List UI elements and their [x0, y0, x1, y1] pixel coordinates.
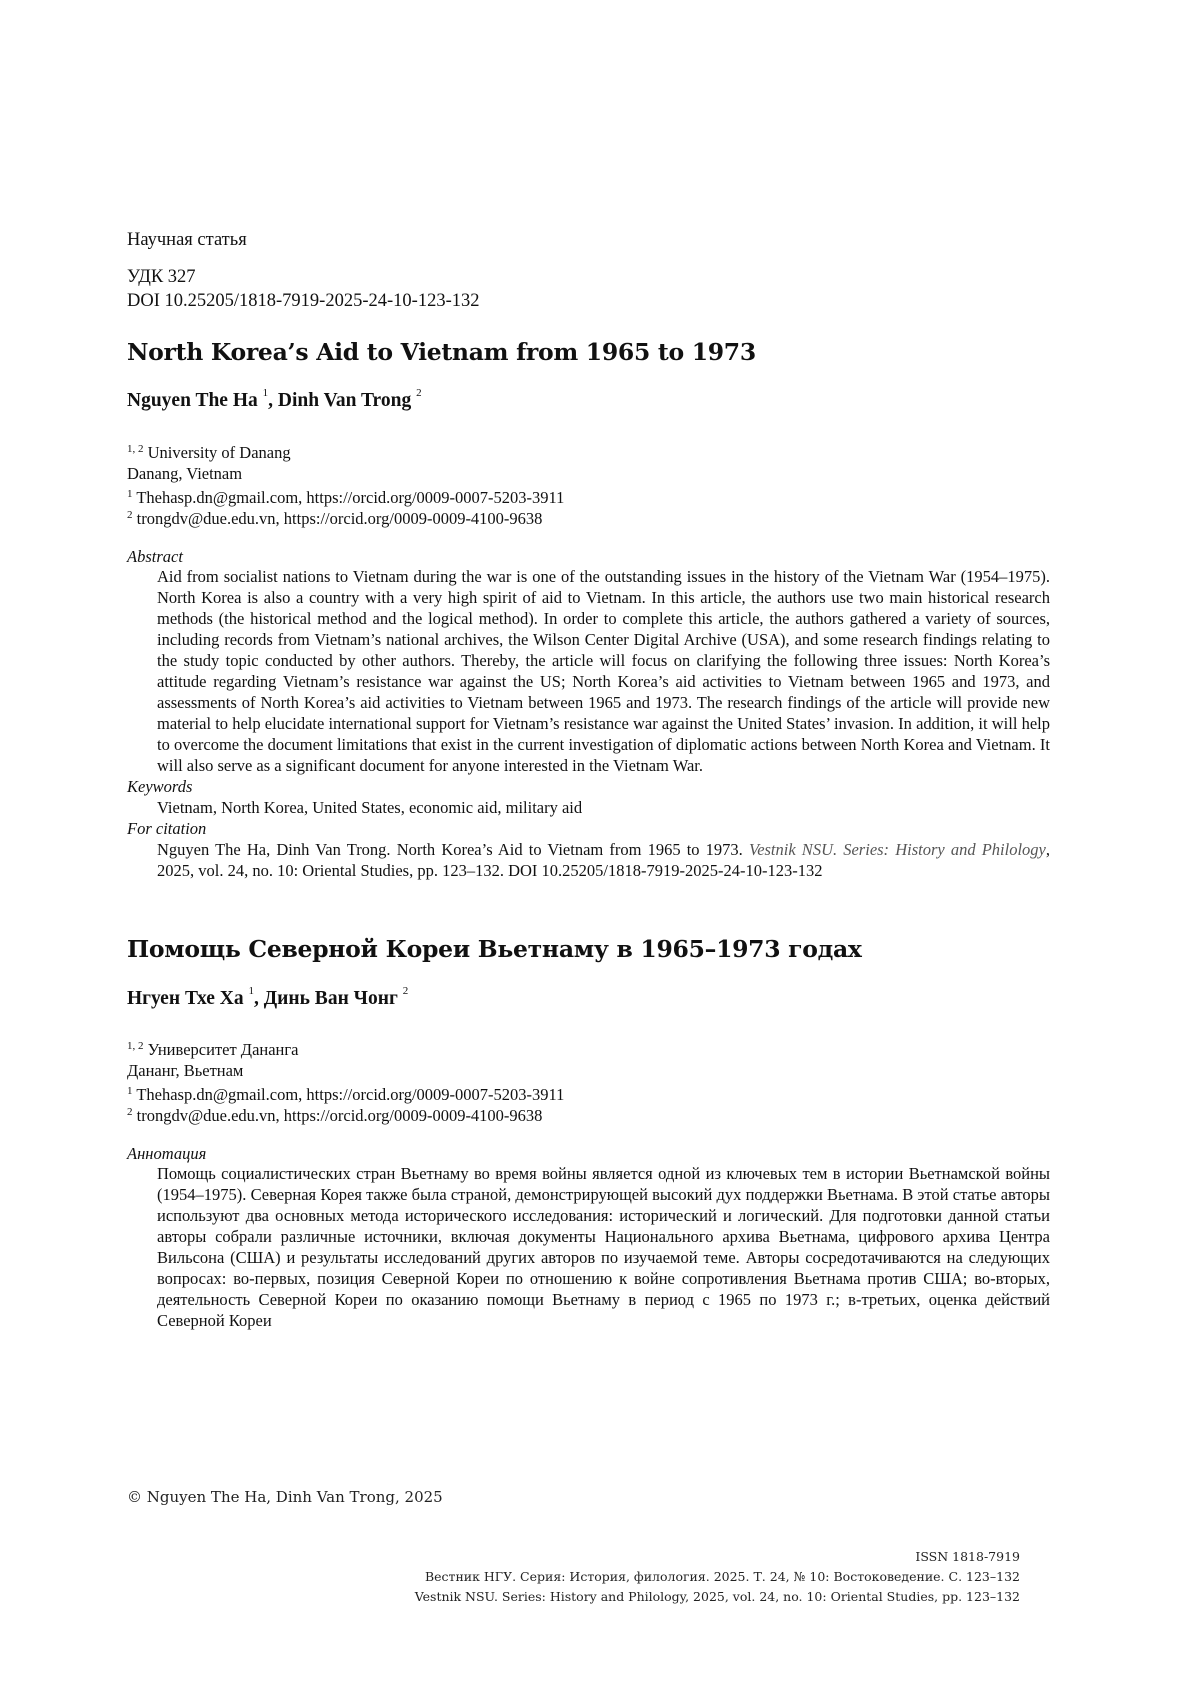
- affil-city-ru: Дананг, Вьетнам: [127, 1061, 244, 1080]
- contact-1-ru-sup: 1: [127, 1085, 133, 1097]
- contact-1-en: [127, 487, 1020, 508]
- author-2-ru: Динь Ван Чонг: [263, 988, 398, 1009]
- udc-code: УДК 327: [127, 267, 196, 287]
- footer-en: Vestnik NSU. Series: History and Philology, 2025, vol. 24, no. 10: Oriental Studies, pp. 123–132: [414, 1589, 1020, 1604]
- affil-city-en: Danang, Vietnam: [127, 464, 243, 483]
- affil-ru-name: Университет Дананга: [147, 1040, 299, 1059]
- contact-2-ru-sup: 2: [127, 1106, 133, 1118]
- contact-2-sup: 2: [127, 509, 133, 521]
- author-1: Nguyen The Ha: [127, 390, 258, 411]
- article-type: Научная статья: [127, 230, 247, 250]
- contact-1-ru: [127, 1084, 1020, 1105]
- affil-name: University of Danang: [147, 443, 291, 462]
- author-2: Dinh Van Trong: [277, 390, 412, 411]
- author-1-ru-sup: 1: [248, 985, 254, 997]
- affiliation-ru: [127, 1039, 1020, 1060]
- author-1-sup: 1: [262, 387, 269, 399]
- abstract-ru: Помощь социалистических стран Вьетнаму во время войны является одной из ключевых тем в истории Вьетнамской войны (1954–1975). Северная Корея также была страной, демонстрирующей высокий дух поддержки Вьетнама. В этой статье авторы используют два основных метода исторического исследования: исторический и логический. Для подготовки данной статьи авторы собрали различные источники, включая документы Национального архива Вьетнама, цифрового архива Центра Вильсона (США) и результаты исследований других авторов по изучаемой теме. Авторы сосредотачиваются на следующих вопросах: во-первых, позиция Северной Кореи по отношению к войне сопротивления Вьетнама против США; во-вторых, деятельность Северной Кореи по оказанию помощи Вьетнаму в период с 1965 по 1973 г.; в-третьих, оценка действий Северной Кореи: [157, 1164, 1050, 1330]
- affil-sup: 1, 2: [127, 443, 144, 455]
- authors-ru: Нгуен Тхе Ха $^1$, Динь Ван Чонг $^2$: [127, 985, 409, 1009]
- copyright: © Nguyen The Ha, Dinh Van Trong, 2025: [127, 1488, 443, 1506]
- abstract-en: Aid from socialist nations to Vietnam during the war is one of the outstanding issues in the history of the Vietnam War (1954–1975). North Korea is also a country with a very high spirit of aid to Vietnam. In this article, the authors use two main historical research methods (the historical method and the logical method). In order to complete this article, the authors gathered a variety of sources, including records from Vietnam’s national archives, the Wilson Center Digital Archive (USA), and some research findings relating to the study topic conducted by other authors. Thereby, the article will focus on clarifying the following three issues: North Korea’s attitude regarding Vietnam’s resistance war against the US; North Korea’s aid activities to Vietnam between 1965 and 1973, and assessments of North Korea’s aid activities to Vietnam between 1965 and 1973. The research findings of the article will provide new material to help elucidate international support for Vietnam’s resistance war against the United States’ invasion. In addition, it will help to overcome the document limitations that exist in the current investigation of diplomatic actions between North Korea and Vietnam. It will also serve as a significant document for anyone interested in the Vietnam War.: [157, 567, 1050, 775]
- contact-1-sup: 1: [127, 488, 133, 500]
- author-2-ru-sup: 2: [402, 985, 409, 997]
- abstract-label-en: Abstract: [127, 547, 183, 566]
- citation-tail: , 2025, vol. 24, no. 10: Oriental Studies, pp. 123–132. DOI 10.25205/1818-7919-2025-24-10-123-132: [157, 840, 1050, 880]
- title-ru: Помощь Северной Кореи Вьетнаму в 1965–1973 годах: [127, 935, 862, 963]
- author-1-ru: Нгуен Тхе Ха: [127, 988, 244, 1009]
- footer-ru: Вестник НГУ. Серия: История, филология. 2025. Т. 24, № 10: Востоковедение. С. 123–132: [424, 1569, 1020, 1584]
- affiliation-en: [127, 442, 1020, 463]
- doi: DOI 10.25205/1818-7919-2025-24-10-123-132: [127, 291, 480, 311]
- issn: ISSN 1818-7919: [915, 1549, 1020, 1564]
- citation-label: For citation: [127, 819, 207, 838]
- citation-main: Nguyen The Ha, Dinh Van Trong. North Korea’s Aid to Vietnam from 1965 to 1973.: [157, 840, 749, 859]
- contact-2-en: [127, 508, 1020, 529]
- contact-2-ru: [127, 1105, 1020, 1126]
- contact-1-ru-text: Thehasp.dn@gmail.com, https://orcid.org/0009-0007-5203-3911: [136, 1085, 565, 1104]
- keywords-label: Keywords: [127, 777, 193, 796]
- title-en: North Korea’s Aid to Vietnam from 1965 to 1973: [127, 338, 756, 366]
- author-2-sup: 2: [416, 387, 422, 399]
- authors-en: Nguyen The Ha $^1$, Dinh Van Trong $^2$: [127, 387, 422, 411]
- contact-2-ru-text: trongdv@due.edu.vn, https://orcid.org/0009-0009-4100-9638: [136, 1106, 543, 1125]
- abstract-label-ru: Аннотация: [127, 1144, 207, 1163]
- citation: [127, 839, 1050, 881]
- keywords: Vietnam, North Korea, United States, economic aid, military aid: [157, 798, 583, 817]
- contact-2-text: trongdv@due.edu.vn, https://orcid.org/0009-0009-4100-9638: [136, 509, 543, 528]
- citation-journal: Vestnik NSU. Series: History and Philology: [748, 840, 1046, 859]
- affil-ru-sup: 1, 2: [127, 1040, 144, 1052]
- contact-1-text: Thehasp.dn@gmail.com, https://orcid.org/0009-0007-5203-3911: [136, 488, 565, 507]
